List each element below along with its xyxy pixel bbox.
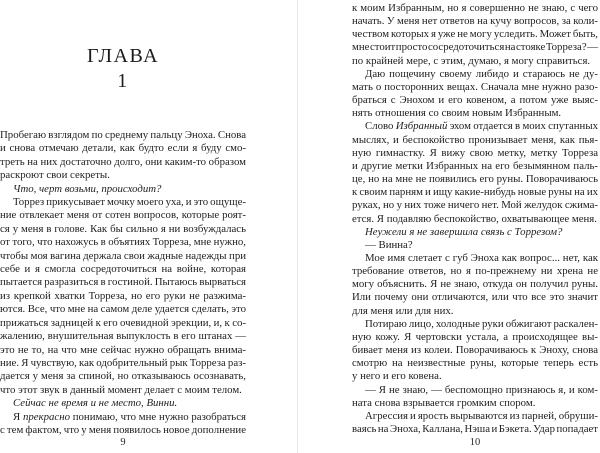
text-line: мать о посторонних вещах. Сначала мне нужно разо- — [352, 80, 598, 93]
text-line: — Я не знаю, — беспомощно признаюсь я, и ком- — [365, 383, 598, 396]
text-line: Пробегаю взглядом по среднему пальцу Эноха. Снова — [0, 129, 246, 141]
text-line: це, но на мне не появились его руны. Поворачиваюсь — [352, 173, 598, 186]
text-line: бивает меня из колеи. Поворачиваюсь к Эноху, снова — [352, 344, 598, 357]
text-line: к моим Избранным, но я совершенно не знаю, с чего — [352, 2, 598, 14]
text-line: Даю пощечину своему либидо и стараюсь не ду- — [365, 67, 598, 80]
text-line: браться с Энохом и его ковеном, а потом уже выяс- — [352, 94, 598, 107]
text-line: Неужели я не завершила связь с Торрезом? — [365, 225, 563, 238]
text-line: от того, что нахожусь в объятиях Торреза, мне нужно, — [0, 236, 246, 249]
text-line: по крайней мере, с этим, думаю, я могу справиться. — [352, 54, 591, 67]
text-line: чеством которых я уже не могу уследить. Может быть, — [352, 28, 598, 41]
text-line: — Винна? — [365, 238, 413, 251]
text-line: к своим парням и ищу какие-нибудь новые руны на их — [352, 186, 598, 199]
text-line: нять отношения со своим новым Избранным. — [352, 107, 562, 120]
text-line: Что, черт возьми, происходит? — [13, 182, 162, 195]
page-number-left: 9 — [120, 437, 126, 448]
text-line: себе и я смогла сосредоточиться на войне, которая — [0, 263, 246, 276]
text-line: мне стоит просто сосредоточиться на стояке Торреза? — — [352, 41, 598, 54]
text-line: ную кожу. Я чертовски устала, а происходящее вы- — [352, 330, 598, 343]
page-gutter-divider — [297, 0, 298, 453]
text-line: мыслях, и беспокойство пронизывает меня, как пья- — [352, 133, 598, 146]
page-left-text — [0, 129, 246, 437]
text-line: что этот звук в данный момент делает с моим телом. — [0, 383, 242, 396]
text-line: из крепкой хватки Торреза, но его руки не разжима- — [0, 289, 246, 302]
chapter-label: ГЛАВА — [86, 45, 160, 67]
text-line: ются. Все, что мне на самом деле удается сделать, это — [0, 303, 246, 316]
text-line: пытается разразиться в гостиной. Пытаюсь вырваться — [0, 276, 246, 289]
text-line: ную гимнастку. Я вижу свою метку, метку Торреза — [352, 146, 598, 159]
text-line: начать. У меня нет ответов на кучу вопросов, за коли- — [352, 15, 598, 28]
text-line: у него и его ковена. — [352, 370, 442, 383]
text-line: для меня или для них. — [352, 304, 454, 317]
page-number-right: 10 — [469, 437, 481, 448]
text-line: смотрю на неизвестные руны, которые теперь есть — [352, 357, 598, 370]
text-line: Или почему они отличаются, или что все это значит — [352, 291, 598, 304]
chapter-number: 1 — [117, 70, 129, 92]
page-right-text — [352, 2, 598, 436]
text-line: требование ответов, но я по-прежнему ни хрена не — [352, 265, 598, 278]
page-left — [0, 0, 246, 453]
text-line: Я прекрасно понимаю, что мне нужно разобраться — [13, 410, 246, 423]
text-line: ваясь на Эноха, Каллана, Нэша и Бэкета. Удар попадает — [352, 423, 598, 435]
text-line: жалению, внушительная выпуклость в его штанах — — [0, 330, 246, 343]
text-line: раскроют свои секреты. — [0, 169, 110, 182]
text-line: Агрессия и ярость вырываются из парней, обруши- — [365, 409, 598, 422]
chapter-heading — [0, 44, 246, 94]
text-line: с тем фактом, что у меня появилось новое дополнение — [0, 423, 246, 436]
text-line: ние отвлекает меня от сотен вопросов, которые роят- — [0, 209, 246, 222]
text-line: Мое имя слетает с губ Эноха как вопрос... нет, как — [365, 251, 598, 264]
text-line: Потираю лицо, холодные руки обжигают раскален- — [365, 317, 598, 330]
text-line: это не то, на что мне сейчас нужно обращать внима- — [0, 343, 246, 356]
text-line: и снова отмечаю детали, как будто если я буду смо- — [0, 142, 246, 155]
text-line: руках, но у них тоже ничего нет. Мой желудок сжима- — [352, 199, 598, 212]
text-line: Торрез прикусывает мочку моего уха, и это ощуще- — [13, 196, 246, 209]
text-line: чтобы моя вагина держала свои жадные надежды при — [0, 249, 246, 262]
text-line: прижаться задницей к его очевидной эрекции, и, к со- — [0, 316, 246, 329]
text-line: Сейчас не время и не место, Винни. — [13, 397, 178, 410]
text-line: и другие метки Избранных на его безымянном паль- — [352, 159, 598, 172]
text-line: могу объяснить. Я не знаю, откуда он получил руны. — [352, 278, 598, 291]
text-line: ната снова взрывается громким спором. — [352, 396, 536, 409]
text-line: дается у меня за спиной, но отказываюсь осознавать, — [0, 370, 246, 383]
page-right — [352, 0, 598, 453]
text-line: Слово Избранный эхом отдается в моих спутанных — [365, 120, 598, 133]
text-line: треть на них достаточно долго, они каким-то образом — [0, 155, 246, 168]
text-line: ется. Я подавляю беспокойство, охватывающее меня. — [352, 212, 597, 225]
text-line: ся у меня в голове. Как бы сильно я ни возбуждалась — [0, 222, 246, 235]
text-line: ние. Я чувствую, как одобрительный рык Торреза раз- — [0, 356, 246, 369]
